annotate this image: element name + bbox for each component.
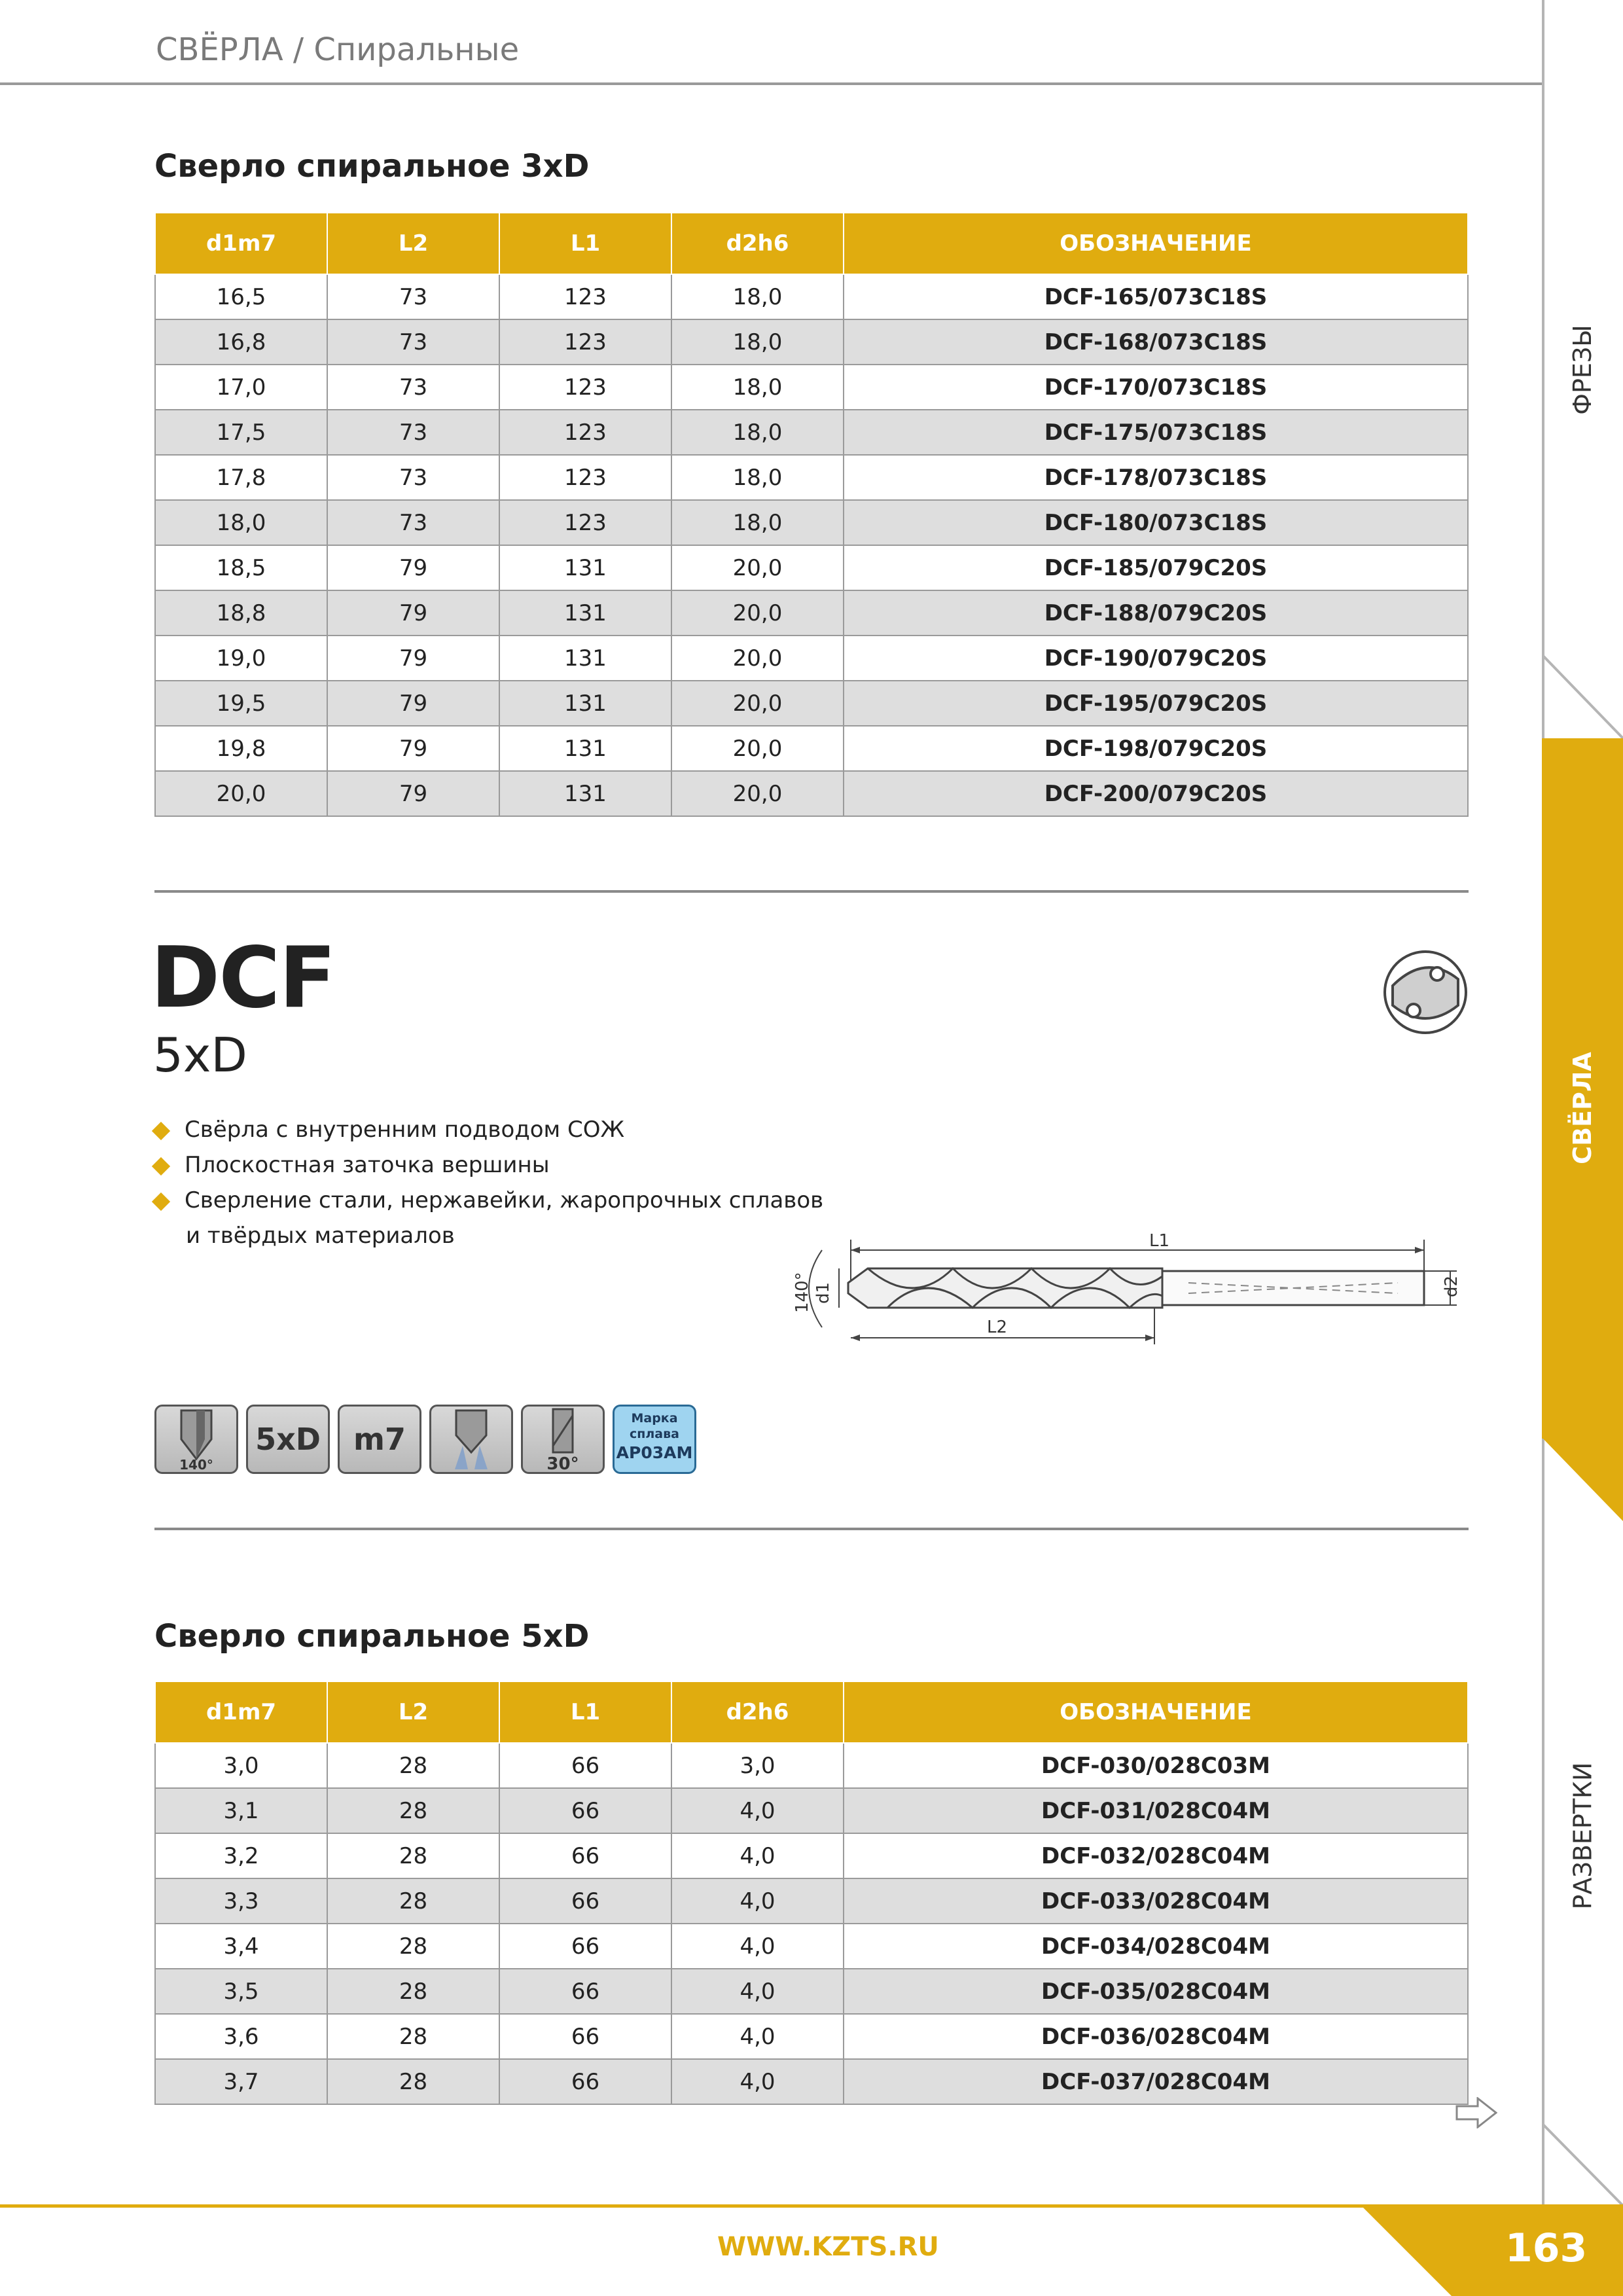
table-cell: 4,0 — [671, 1878, 844, 1924]
table-cell: 3,0 — [671, 1743, 844, 1788]
table-cell: 28 — [327, 1969, 499, 2014]
alloy-grade-value: AP03AM — [616, 1443, 693, 1462]
table-cell: 131 — [499, 545, 671, 590]
table-cell: 131 — [499, 726, 671, 771]
table-cell: 4,0 — [671, 1924, 844, 1969]
table-cell: 79 — [327, 771, 499, 816]
table-cell: 20,0 — [671, 590, 844, 636]
feature-text: Свёрла с внутренним подводом СОЖ — [185, 1117, 625, 1143]
table-cell: 18,0 — [671, 500, 844, 545]
table-row — [155, 1788, 1468, 1833]
dim-d2-label: d2 — [1442, 1275, 1461, 1297]
table-cell: 28 — [327, 2014, 499, 2059]
column-header: d1m7 — [155, 213, 327, 274]
designation-cell: DCF-035/028C04M — [844, 1969, 1468, 2014]
table-cell: 19,8 — [155, 726, 327, 771]
diamond-bullet-icon — [152, 1157, 170, 1175]
table-cell: 19,5 — [155, 681, 327, 726]
table-cell: 4,0 — [671, 2014, 844, 2059]
helix-angle-text: 30° — [546, 1454, 579, 1472]
table-cell: 3,5 — [155, 1969, 327, 2014]
table-cell: 73 — [327, 365, 499, 410]
table-row — [155, 1833, 1468, 1878]
footer-url-link[interactable]: WWW.KZTS.RU — [717, 2232, 939, 2262]
designation-cell: DCF-200/079C20S — [844, 771, 1468, 816]
table-cell: 131 — [499, 590, 671, 636]
table-cell: 79 — [327, 636, 499, 681]
point-angle-text: 140° — [179, 1457, 213, 1472]
designation-cell: DCF-170/073C18S — [844, 365, 1468, 410]
table-cell: 17,0 — [155, 365, 327, 410]
diamond-bullet-icon — [152, 1121, 170, 1139]
table-cell: 123 — [499, 410, 671, 455]
designation-cell: DCF-195/079C20S — [844, 681, 1468, 726]
page-number: 163 — [1505, 2225, 1588, 2271]
feature-item — [154, 1187, 823, 1213]
table-cell: 18,8 — [155, 590, 327, 636]
designation-cell: DCF-034/028C04M — [844, 1924, 1468, 1969]
table-cell: 3,7 — [155, 2059, 327, 2104]
alloy-grade-label1: Марка — [631, 1411, 678, 1426]
table-cell: 20,0 — [671, 636, 844, 681]
table-cell: 3,4 — [155, 1924, 327, 1969]
table-cell: 131 — [499, 636, 671, 681]
coolant-icon — [429, 1405, 513, 1474]
table-cell: 28 — [327, 1924, 499, 1969]
table-cell: 18,0 — [671, 365, 844, 410]
table-cell: 17,5 — [155, 410, 327, 455]
table-cell: 18,0 — [671, 410, 844, 455]
table-cell: 18,0 — [671, 455, 844, 500]
designation-cell: DCF-031/028C04M — [844, 1788, 1468, 1833]
table-row — [155, 590, 1468, 636]
table-cell: 16,8 — [155, 319, 327, 365]
table-row — [155, 1743, 1468, 1788]
table-cell: 79 — [327, 545, 499, 590]
column-header: L1 — [499, 1681, 671, 1743]
continue-arrow-icon[interactable] — [1455, 2097, 1497, 2128]
drill-technical-drawing — [783, 1230, 1470, 1348]
designation-cell: DCF-030/028C03M — [844, 1743, 1468, 1788]
designation-cell: DCF-198/079C20S — [844, 726, 1468, 771]
table-cell: 3,2 — [155, 1833, 327, 1878]
tolerance-m7-icon — [338, 1405, 421, 1474]
section-divider — [154, 890, 1469, 893]
table-row — [155, 1969, 1468, 2014]
table-cell: 79 — [327, 726, 499, 771]
helix-angle-icon — [521, 1405, 605, 1474]
feature-continuation: и твёрдых материалов — [186, 1223, 455, 1249]
designation-cell: DCF-178/073C18S — [844, 455, 1468, 500]
table-row — [155, 771, 1468, 816]
table-cell: 66 — [499, 1743, 671, 1788]
table-cell: 18,0 — [671, 274, 844, 319]
table-cell: 123 — [499, 500, 671, 545]
alloy-grade-label2: сплава — [630, 1427, 679, 1441]
table-row — [155, 726, 1468, 771]
side-tab-sverla-label: СВЁРЛА — [1567, 1052, 1597, 1164]
table-cell: 73 — [327, 319, 499, 365]
designation-cell: DCF-168/073C18S — [844, 319, 1468, 365]
product-variant: 5xD — [153, 1028, 247, 1083]
designation-cell: DCF-033/028C04M — [844, 1878, 1468, 1924]
table-cell: 123 — [499, 274, 671, 319]
tab-corner-bottom — [1542, 2123, 1623, 2207]
table-row — [155, 2014, 1468, 2059]
table-row — [155, 681, 1468, 726]
table-cell: 73 — [327, 274, 499, 319]
table-row — [155, 1878, 1468, 1924]
feature-item — [154, 1117, 624, 1143]
table2-title: Сверло спиральное 5xD — [154, 1618, 590, 1655]
table-cell: 66 — [499, 1788, 671, 1833]
column-header: ОБОЗНАЧЕНИЕ — [844, 1681, 1468, 1743]
designation-cell: DCF-032/028C04M — [844, 1833, 1468, 1878]
table-5xd — [154, 1681, 1469, 2105]
table-cell: 19,0 — [155, 636, 327, 681]
designation-cell: DCF-175/073C18S — [844, 410, 1468, 455]
length-5xd-icon — [246, 1405, 330, 1474]
column-header: d1m7 — [155, 1681, 327, 1743]
table-cell: 20,0 — [155, 771, 327, 816]
table-cell: 73 — [327, 455, 499, 500]
table-row — [155, 455, 1468, 500]
dim-l2-label: L2 — [987, 1318, 1008, 1337]
drill-cross-section-icon — [1380, 946, 1471, 1038]
side-tab-frezy-label: ФРЕЗЫ — [1568, 325, 1597, 415]
feature-text: Плоскостная заточка вершины — [185, 1152, 550, 1178]
table-cell: 4,0 — [671, 1969, 844, 2014]
table-cell: 20,0 — [671, 681, 844, 726]
table-cell: 66 — [499, 1969, 671, 2014]
dim-d1-label: d1 — [813, 1282, 833, 1304]
tab-active-corner — [1542, 1437, 1623, 1522]
table-cell: 28 — [327, 1788, 499, 1833]
table-cell: 18,5 — [155, 545, 327, 590]
table-row — [155, 545, 1468, 590]
table-cell: 3,6 — [155, 2014, 327, 2059]
side-tab-razvertki-label: РАЗВЕРТКИ — [1567, 1762, 1597, 1910]
dim-angle-label: 140° — [793, 1272, 812, 1313]
table-cell: 131 — [499, 771, 671, 816]
table-cell: 4,0 — [671, 1788, 844, 1833]
table-cell: 123 — [499, 365, 671, 410]
product-name: DCF — [151, 929, 335, 1027]
diamond-bullet-icon — [152, 1192, 170, 1210]
table-cell: 16,5 — [155, 274, 327, 319]
table-cell: 66 — [499, 1924, 671, 1969]
table-row — [155, 410, 1468, 455]
section-divider — [154, 1528, 1469, 1530]
table-cell: 131 — [499, 681, 671, 726]
table-cell: 79 — [327, 681, 499, 726]
table-cell: 3,3 — [155, 1878, 327, 1924]
designation-cell: DCF-037/028C04M — [844, 2059, 1468, 2104]
dim-l1-label: L1 — [1149, 1231, 1170, 1251]
designation-cell: DCF-036/028C04M — [844, 2014, 1468, 2059]
header-divider — [0, 82, 1542, 85]
table-row — [155, 636, 1468, 681]
table-row — [155, 274, 1468, 319]
table-cell: 66 — [499, 2014, 671, 2059]
table-cell: 73 — [327, 410, 499, 455]
table-row — [155, 319, 1468, 365]
page-header-title: СВЁРЛА / Спиральные — [156, 31, 520, 68]
table-cell: 20,0 — [671, 771, 844, 816]
side-tab-frezy[interactable] — [1497, 325, 1623, 415]
table-cell: 18,0 — [155, 500, 327, 545]
column-header: ОБОЗНАЧЕНИЕ — [844, 213, 1468, 274]
table-cell: 4,0 — [671, 2059, 844, 2104]
side-tab-razvertki[interactable] — [1478, 1762, 1623, 1910]
table-row — [155, 1924, 1468, 1969]
column-header: L2 — [327, 1681, 499, 1743]
designation-cell: DCF-190/079C20S — [844, 636, 1468, 681]
column-header: d2h6 — [671, 1681, 844, 1743]
table-cell: 20,0 — [671, 726, 844, 771]
tolerance-m7-text: m7 — [353, 1422, 406, 1457]
table-cell: 4,0 — [671, 1833, 844, 1878]
point-angle-icon — [154, 1405, 238, 1474]
table-row — [155, 2059, 1468, 2104]
table-cell: 18,0 — [671, 319, 844, 365]
table-cell: 66 — [499, 2059, 671, 2104]
table-cell: 79 — [327, 590, 499, 636]
designation-cell: DCF-165/073C18S — [844, 274, 1468, 319]
length-5xd-text: 5xD — [255, 1422, 321, 1457]
feature-text: Сверление стали, нержавейки, жаропрочных сплавов — [185, 1187, 824, 1213]
column-header: d2h6 — [671, 213, 844, 274]
column-header: L2 — [327, 213, 499, 274]
table-3xd — [154, 212, 1469, 817]
table-cell: 28 — [327, 1878, 499, 1924]
tab-corner-top — [1542, 655, 1623, 740]
table-cell: 73 — [327, 500, 499, 545]
feature-item — [154, 1152, 550, 1178]
table-cell: 66 — [499, 1833, 671, 1878]
table-row — [155, 365, 1468, 410]
table-cell: 3,1 — [155, 1788, 327, 1833]
designation-cell: DCF-188/079C20S — [844, 590, 1468, 636]
table-cell: 66 — [499, 1878, 671, 1924]
designation-cell: DCF-180/073C18S — [844, 500, 1468, 545]
table-cell: 28 — [327, 1743, 499, 1788]
table-cell: 123 — [499, 455, 671, 500]
table-cell: 20,0 — [671, 545, 844, 590]
table-cell: 17,8 — [155, 455, 327, 500]
table-cell: 123 — [499, 319, 671, 365]
designation-cell: DCF-185/079C20S — [844, 545, 1468, 590]
table-cell: 28 — [327, 2059, 499, 2104]
column-header: L1 — [499, 213, 671, 274]
table-row — [155, 500, 1468, 545]
table-cell: 3,0 — [155, 1743, 327, 1788]
alloy-grade-icon — [613, 1405, 696, 1474]
side-tab-sverla[interactable] — [1497, 1052, 1623, 1164]
table1-title: Сверло спиральное 3xD — [154, 148, 590, 185]
table-cell: 28 — [327, 1833, 499, 1878]
